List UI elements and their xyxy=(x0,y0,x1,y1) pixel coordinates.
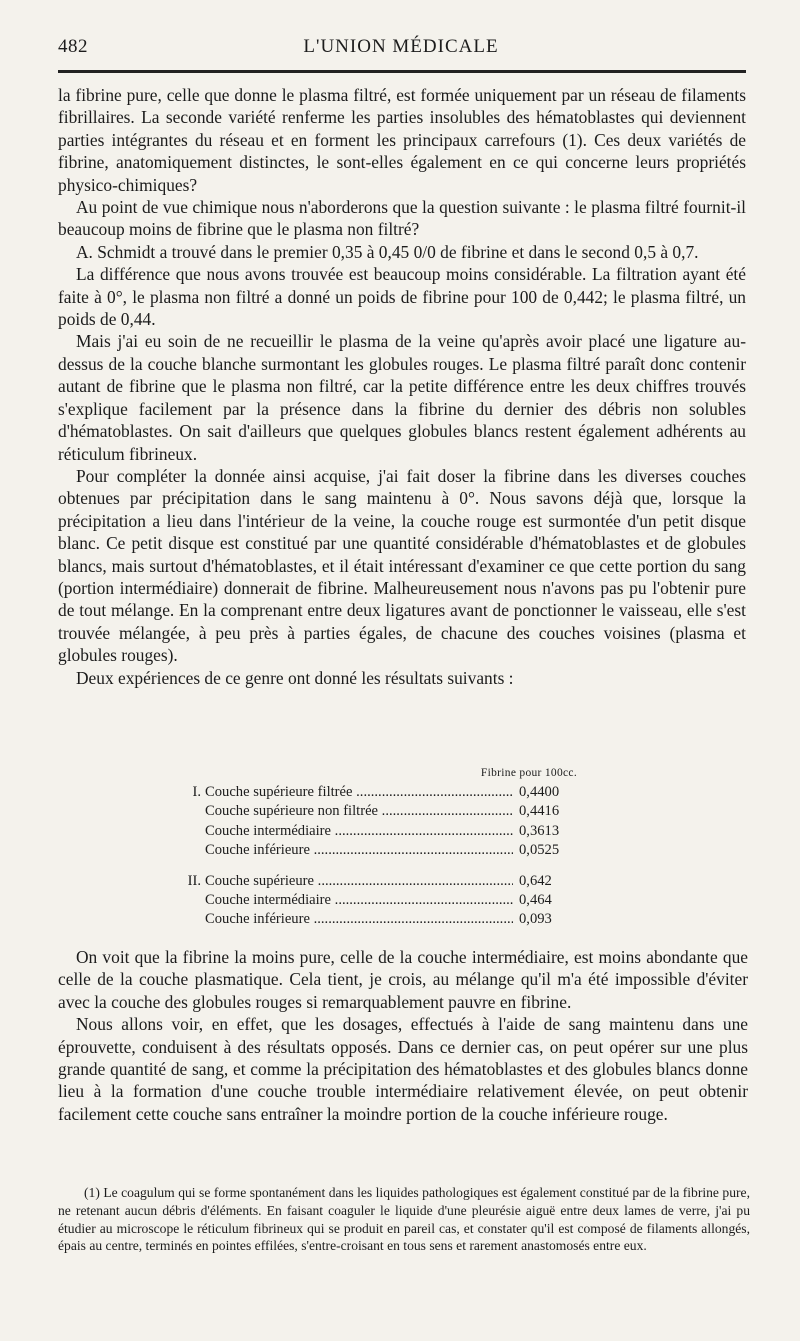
paragraph: La différence que nous avons trouvée est beaucoup moins considérable. La filtration ayant été faite à 0°, le plasma non filtré a donné un poids de fibrine pour 100 de 0,442; le plasma filtré, un poids de 0,44. xyxy=(58,264,746,330)
journal-title: L'UNION MÉDICALE xyxy=(303,36,499,57)
paragraph: la fibrine pure, celle que donne le plasma filtré, est formée uniquement par un réseau de filaments fibrillaires. La seconde variété renferme les parties insolubles des hématoblastes qui deviennent parties intégrantes du réseau et en forment les principaux carrefours (1). Ces deux variétés de fibrine, anatomiquement distinctes, le sont-elles également en ce qui concerne leurs propriétés physico-chimiques? xyxy=(58,85,746,195)
fibrine-value: 0,4400 xyxy=(519,784,560,801)
results-row xyxy=(175,891,585,910)
couche-label: Couche intermédiaire ..... xyxy=(205,822,513,841)
experiment-number: I. xyxy=(192,784,201,801)
couche-label: Couche supérieure ..... xyxy=(205,872,513,891)
results-row xyxy=(175,910,585,929)
results-table xyxy=(175,764,585,930)
paragraph: Mais j'ai eu soin de ne recueillir le plasma de la veine qu'après avoir placé une ligature au-dessus de la couche blanche surmontant les globules rouges. Le plasma filtré paraît donc contenir autant de fibrine que le plasma non filtré, car la petite différence entre les deux chiffres trouvés s'explique facilement par la présence dans la fibrine du dernier des débris non solubles d'hématoblastes. On sait d'ailleurs que quelques globules blancs restent également adhérents au réticulum fibrineux. xyxy=(58,331,746,464)
paragraph: Deux expériences de ce genre ont donné les résultats suivants : xyxy=(76,667,514,688)
fibrine-value: 0,464 xyxy=(519,892,552,909)
results-row xyxy=(175,802,585,821)
paragraph: Au point de vue chimique nous n'aborderons que la question suivante : le plasma filtré fournit-il beaucoup moins de fibrine que le plasma non filtré? xyxy=(58,197,746,240)
experiment-number: II. xyxy=(187,873,201,890)
fibrine-value: 0,3613 xyxy=(519,822,560,839)
results-row xyxy=(175,822,585,841)
fibrine-value: 0,093 xyxy=(519,911,552,928)
paragraph: Nous allons voir, en effet, que les dosages, effectués à l'aide de sang maintenu dans une éprouvette, conduisent à des résultats opposés. Dans ce dernier cas, on peut opérer sur une plus grande quantité de sang, et comme la précipitation des hématoblastes et des globules blancs donne lieu à la formation d'une couche trouble intermédiaire relativement élevée, on peut obtenir facilement cette couche sans entraîner la moindre portion de la couche inférieure rouge. xyxy=(58,1014,748,1124)
fibrine-value: 0,642 xyxy=(519,873,552,890)
results-row xyxy=(175,783,585,802)
couche-label: Couche inférieure ..... xyxy=(205,910,513,929)
paragraph: On voit que la fibrine la moins pure, celle de la couche intermédiaire, est moins abondante que celle de la couche plasmatique. Cela tient, je crois, au mélange qu'il m'a été impossible d'éviter avec la couche des globules rouges si remarquablement pauvre en fibrine. xyxy=(58,947,748,1012)
couche-label: Couche intermédiaire ..... xyxy=(205,891,513,910)
results-row xyxy=(175,841,585,860)
header-rule xyxy=(58,70,746,73)
footnote: (1) Le coagulum qui se forme spontanément dans les liquides pathologiques est également constitué par de la fibrine pure, ne retenant aucun débris d'éléments. En faisant coaguler le liquide d'une pleurésie aiguë entre deux lames de verre, j'ai pu étudier au microscope le réticulum fibrineux qui se produit en pareil cas, et constater qu'il est composé de filaments allongés, épais au centre, terminés en pointes effilées, s'entre-croisant en tous sens et rarement anastomosés entre eux. xyxy=(58,1185,750,1254)
couche-label: Couche inférieure ..... xyxy=(205,841,513,860)
fibrine-value: 0,4416 xyxy=(519,803,560,820)
paragraph: A. Schmidt a trouvé dans le premier 0,35 à 0,45 0/0 de fibrine et dans le second 0,5 à 0,7. xyxy=(76,241,699,262)
couche-label: Couche supérieure filtrée ..... xyxy=(205,783,513,802)
body-text-continued xyxy=(58,946,748,1125)
couche-label: Couche supérieure non filtrée ..... xyxy=(205,802,513,821)
fibrine-value: 0,0525 xyxy=(519,841,560,858)
paragraph: Pour compléter la donnée ainsi acquise, j'ai fait doser la fibrine dans les diverses couches obtenues par précipitation dans le sang maintenu à 0°. Nous savons déjà que, lorsque la précipitation a lieu dans l'intérieur de la veine, la couche rouge est surmontée d'un petit disque blanc. Ce petit disque est constitué par une quantité considérable d'hématoblastes et de globules blancs, mais surtout d'hématoblastes, et il était intéressant d'examiner ce que cette portion du sang (portion intermédiaire) donnerait de fibrine. Malheureusement nous n'avons pas pu l'obtenir pure de tout mélange. En la comprenant entre deux ligatures avant de ponctionner le vaisseau, elle s'est trouvée mélangée, à peu près à parties égales, de chacune des couches voisines (plasma et globules rouges). xyxy=(58,465,746,666)
results-column-header: Fibrine pour 100cc. xyxy=(480,767,577,779)
page-number: 482 xyxy=(58,36,88,57)
body-text xyxy=(58,84,746,689)
running-header xyxy=(58,36,744,66)
results-row xyxy=(175,872,585,891)
